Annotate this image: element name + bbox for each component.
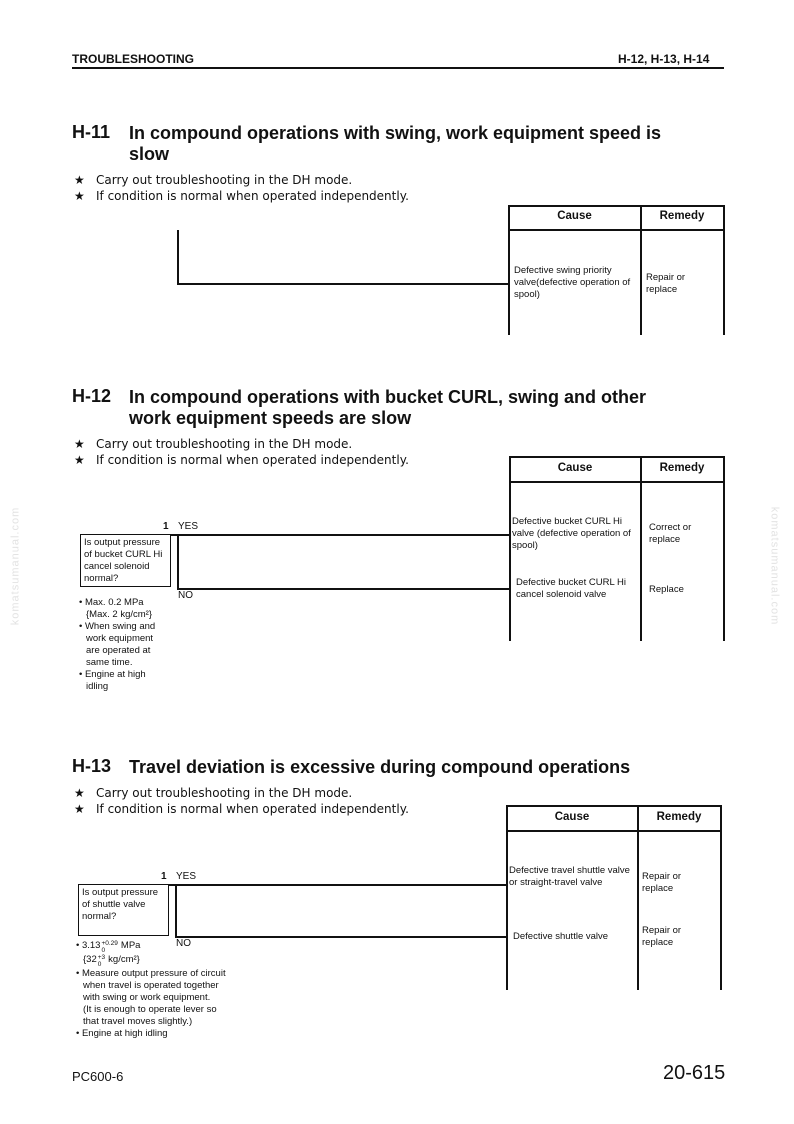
table-left-rule [506,805,508,990]
table-top-rule [509,456,724,458]
table-right-rule [723,456,725,641]
remedy-cell: Repair or replace [642,925,682,948]
table-right-rule [723,205,725,335]
question-box: Is output pressure of bucket CURL Hi cancel solenoid normal? [80,534,171,587]
cause-header: Cause [557,210,592,222]
header-title: TROUBLESHOOTING [72,52,194,66]
note-independent: ★ If condition is normal when operated independently. [74,189,409,203]
cause-cell: Defective travel shuttle valve or straight-travel valve [509,865,630,888]
cause-header: Cause [554,811,590,823]
star-icon: ★ [74,453,85,467]
watermark-right: komatsumanual.com [768,506,781,626]
cause-cell: Defective swing priority valve(defective operation of spool) [514,265,631,300]
cause-cell: Defective shuttle valve [513,931,609,942]
condition-list: • 3.13 +0.29 0 MPa {32 +3 0 kg/cm²} • Measure output pressure of circuit when travel is operated together with swing or work equipment. (It is enough to operate lever so that travel moves slightly.) • Engine at high idling [76,940,266,1040]
remedy-cell: Correct or replace [649,522,692,545]
pressure-spec-kgcm2: {32 +3 0 kg/cm²} [83,954,140,968]
yes-label: YES [178,521,199,532]
question-box: Is output pressure of shuttle valve normal? [78,884,169,936]
note-independent: ★ If condition is normal when operated independently. [74,453,409,467]
table-top-rule [508,205,724,207]
section-title-h13: Travel deviation is excessive during compound operations [129,757,631,777]
note-dh-mode: ★ Carry out troubleshooting in the DH mode. [74,437,353,451]
table-mid-rule [640,205,642,335]
note-independent: ★ If condition is normal when operated independently. [74,802,409,816]
footer-model: PC600-6 [72,1069,124,1084]
star-icon: ★ [74,802,85,816]
section-number-h12: H-12 [72,386,112,406]
section-title-h11-line2: slow [129,144,170,164]
cause-header: Cause [557,462,593,474]
remedy-cell: Replace [649,584,684,595]
no-label: NO [176,938,191,949]
step-number: 1 [163,521,169,532]
remedy-header: Remedy [659,462,705,474]
branch-vertical-line [177,534,179,589]
star-icon: ★ [74,437,85,451]
no-branch-line [177,588,510,590]
note-dh-mode: ★ Carry out troubleshooting in the DH mode. [74,173,353,187]
cause-cell: Defective bucket CURL Hi valve (defective operation of spool) [512,516,631,551]
no-label: NO [178,590,193,601]
flow-horizontal-line [177,283,509,285]
star-icon: ★ [74,173,85,187]
footer-page-number: 20-615 [663,1062,726,1084]
section-number-h11: H-11 [72,122,111,142]
section-title-h12-line1: In compound operations with bucket CURL, swing and other [129,387,647,407]
header-rule [72,67,724,69]
star-icon: ★ [74,786,85,800]
header-section-range: H-12, H-13, H-14 [618,52,710,66]
yes-branch-line [170,534,510,536]
star-icon: ★ [74,189,85,203]
section-title-h12-line2: work equipment speeds are slow [129,408,412,428]
section-number-h13: H-13 [72,756,112,776]
table-header-rule [508,229,724,231]
no-branch-line [175,936,507,938]
note-dh-mode: ★ Carry out troubleshooting in the DH mode. [74,786,353,800]
remedy-header: Remedy [659,210,705,222]
remedy-cell: Repair or replace [646,272,686,295]
table-mid-rule [640,456,642,641]
condition-list: • Max. 0.2 MPa {Max. 2 kg/cm²} • When swing and work equipment are operated at same time. • Engine at high idling [79,597,156,692]
table-mid-rule [637,805,639,990]
remedy-header: Remedy [656,811,702,823]
cause-cell: Defective bucket CURL Hi cancel solenoid valve [516,577,626,600]
table-header-rule [509,481,724,483]
table-left-rule [509,456,511,641]
pressure-spec-mpa: • 3.13 +0.29 0 MPa [76,940,141,954]
flow-vertical-line [177,230,179,284]
step-number: 1 [161,871,167,882]
table-header-rule [506,830,721,832]
yes-branch-line [168,884,507,886]
section-title-h11-line1: In compound operations with swing, work equipment speed is [129,123,662,143]
branch-vertical-line [175,884,177,937]
remedy-cell: Repair or replace [642,871,682,894]
watermark-left: komatsumanual.com [9,506,22,626]
table-left-rule [508,205,510,335]
table-right-rule [720,805,722,990]
yes-label: YES [176,871,197,882]
table-top-rule [506,805,721,807]
